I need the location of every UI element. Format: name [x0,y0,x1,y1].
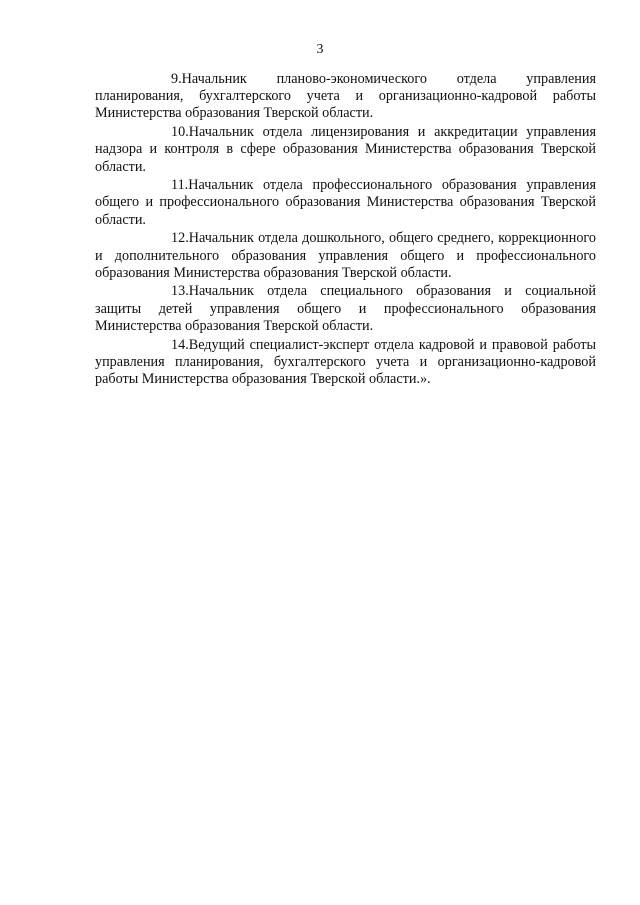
list-item [95,283,596,335]
list-item [95,71,596,123]
item-number: 14. [171,336,189,353]
page-number: 3 [316,42,324,57]
item-text: Начальник отдела дошкольного, общего среднего, коррекционного и дополнительного образования управления общего и профессионального образования Министерства образования Тверской области. [95,230,596,281]
item-text: Начальник отдела специального образования и социальной защиты детей управления общего и профессионального образования Министерства образования Тверской области. [95,283,596,334]
item-number: 10. [171,124,189,141]
item-text: Ведущий специалист-эксперт отдела кадровой и правовой работы управления планирования, бухгалтерского учета и организационно-кадровой работы Министерства образования Тверской области.». [95,336,596,387]
item-text: Начальник отдела лицензирования и аккредитации управления надзора и контроля в сфере образования Министерства образования Тверской области. [95,124,596,175]
item-text: Начальник планово-экономического отдела управления планирования, бухгалтерского учета и организационно-кадровой работы Министерства образования Тверской области. [95,71,596,122]
list-item [95,177,596,229]
item-number: 9. [171,71,182,87]
item-number: 13. [171,283,189,300]
list-item [95,124,596,176]
position-list [95,71,596,390]
item-number: 11. [171,177,189,194]
item-number: 12. [171,230,189,247]
list-item [95,337,596,389]
item-text: Начальник отдела профессионального образования управления общего и профессионального образования Министерства образования Тверской области. [95,177,596,228]
list-item [95,230,596,282]
